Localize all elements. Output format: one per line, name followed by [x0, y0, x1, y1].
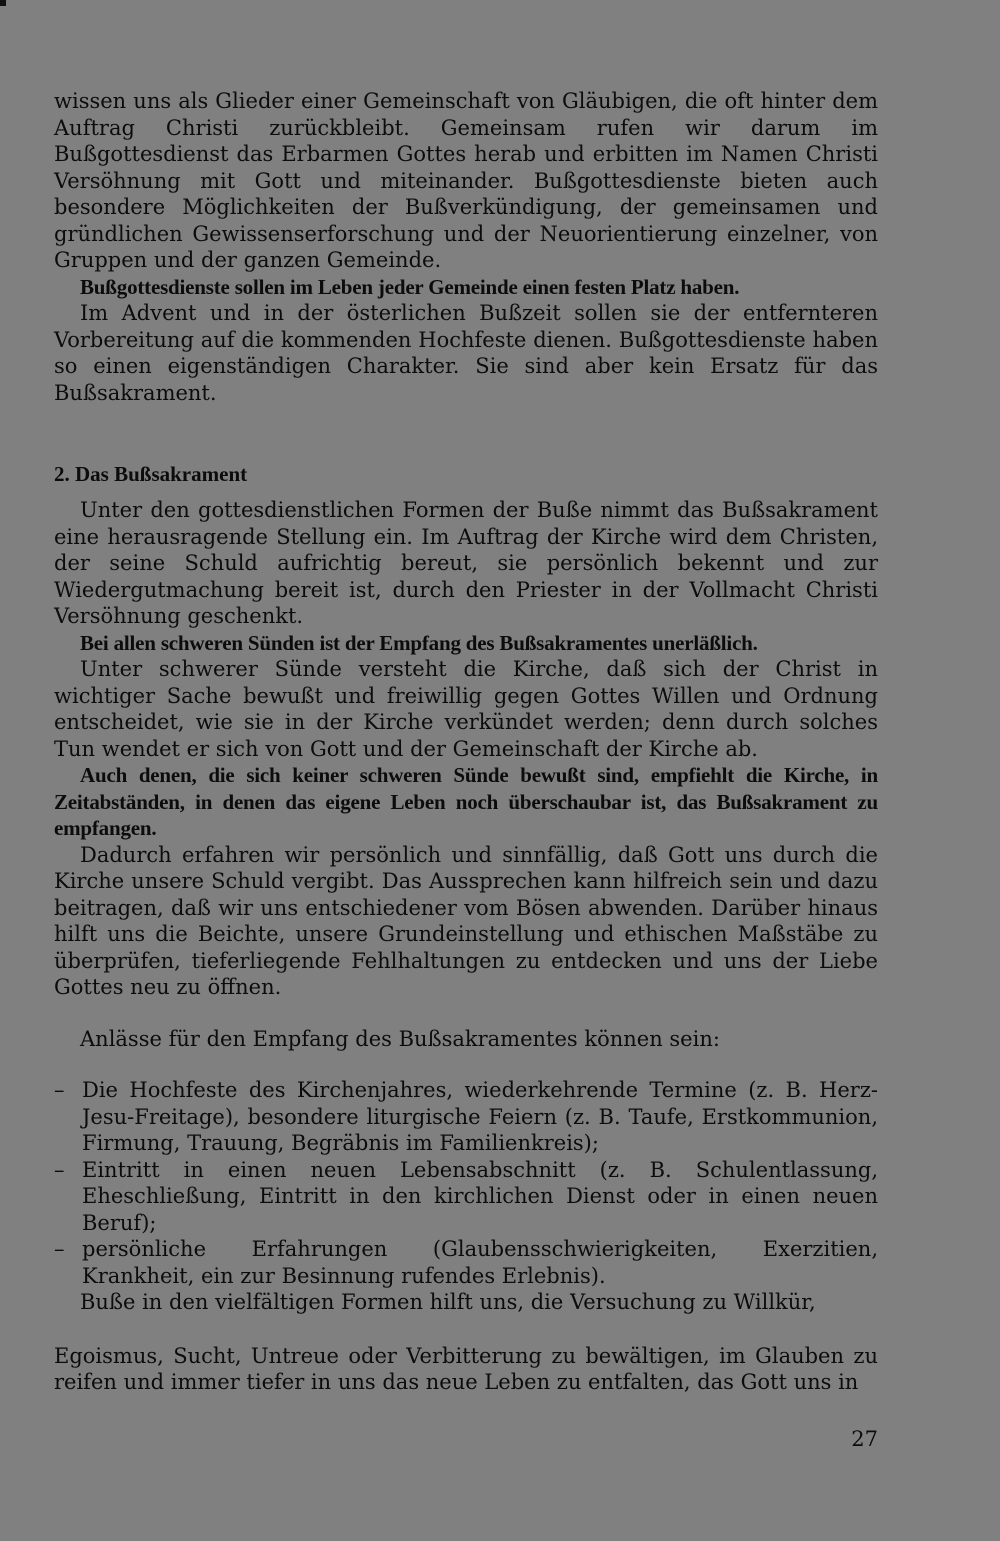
bold-statement-bussgottesdienste: Bußgottesdienste sollen im Leben jeder Gemeinde einen festen Platz haben.: [80, 274, 740, 299]
bold-statement-empfehlung: Auch denen, die sich keiner schweren Sünde bewußt sind, empfiehlt die Kirche, in Zeitabständen, in denen das eigene Leben noch überschaubar ist, das Bußsakrament zu empfangen.: [54, 763, 878, 840]
section-heading-busssakrament: 2. Das Bußsakrament: [54, 462, 248, 486]
scan-corner-mark: [0, 0, 6, 6]
list-item: – persönliche Erfahrungen (Glaubensschwierigkeiten, Exerzitien, Krankheit, ein zur Besinnung rufendes Erlebnis).: [82, 1236, 878, 1289]
paragraph-intro: wissen uns als Glieder einer Gemeinschaft von Gläubigen, die oft hinter dem Auftrag Christi zurückbleibt. Gemeinsam rufen wir darum im Bußgottesdienst das Erbarmen Gottes herab und erbitten im Namen Christi Versöhnung mit Gott und miteinander. Bußgottesdienste bieten auch besondere Möglichkeiten der Bußverkündigung, der gemeinsamen und gründlichen Gewissenserforschung und der Neuorientierung einzelner, von Gruppen und der ganzen Gemeinde.: [54, 89, 878, 272]
list-item: – Eintritt in einen neuen Lebensabschnitt (z. B. Schulentlassung, Eheschließung, Eintritt in den kirchlichen Dienst oder in einen neuen Beruf);: [82, 1157, 878, 1237]
page-number: 27: [851, 1427, 878, 1451]
paragraph-advent: Im Advent und in der österlichen Bußzeit sollen sie der entfernteren Vorbereitung auf die kommenden Hochfeste dienen. Bußgottesdienste haben so einen eigenständigen Charakter. Sie sind aber kein Ersatz für das Bußsakrament.: [54, 301, 878, 405]
paragraph-vergebung: Dadurch erfahren wir persönlich und sinnfällig, daß Gott uns durch die Kirche unsere Schuld vergibt. Das Aussprechen kann hilfreich sein und dazu beitragen, daß wir uns entschiedener vom Bösen abwenden. Darüber hinaus hilft uns die Beichte, unsere Grundeinstellung und ethischen Maßstäbe zu überprüfen, tieferliegende Fehlhaltungen zu entdecken und uns der Liebe Gottes neu zu öffnen.: [54, 842, 878, 999]
list-item: – Die Hochfeste des Kirchenjahres, wiederkehrende Termine (z. B. Herz-Jesu-Freitage), besondere liturgische Feiern (z. B. Taufe, Erstkommunion, Firmung, Trauung, Begräbnis im Familienkreis);: [82, 1077, 878, 1157]
bold-statement-schwere-suenden: Bei allen schweren Sünden ist der Empfang des Bußsakramentes unerläßlich.: [80, 630, 758, 655]
occasions-list: [54, 1077, 878, 1289]
document-page: [54, 88, 878, 1396]
paragraph-schwere-suende: Unter schwerer Sünde versteht die Kirche, daß sich der Christ in wichtiger Sache bewußt und freiwillig gegen Gottes Willen und Ordnung entscheidet, wie sie in der Kirche verkündet werden; denn durch solches Tun wendet er sich von Gott und der Gemeinschaft der Kirche ab.: [54, 657, 878, 761]
list-intro: Anlässe für den Empfang des Bußsakramentes können sein:: [80, 1026, 720, 1051]
paragraph-egoismus: Egoismus, Sucht, Untreue oder Verbitterung zu bewältigen, im Glauben zu reifen und immer tiefer in uns das neue Leben zu entfalten, das Gott uns in: [54, 1343, 878, 1394]
paragraph-busssakrament-intro: Unter den gottesdienstlichen Formen der Buße nimmt das Bußsakrament eine herausragende Stellung ein. Im Auftrag der Kirche wird dem Christen, der seine Schuld aufrichtig bereut, sie persönlich bekennt und zur Wiedergutmachung bereit ist, durch den Priester in der Vollmacht Christi Versöhnung geschenkt.: [54, 498, 878, 628]
paragraph-busse-formen: Buße in den vielfältigen Formen hilft uns, die Versuchung zu Willkür,: [80, 1290, 816, 1314]
